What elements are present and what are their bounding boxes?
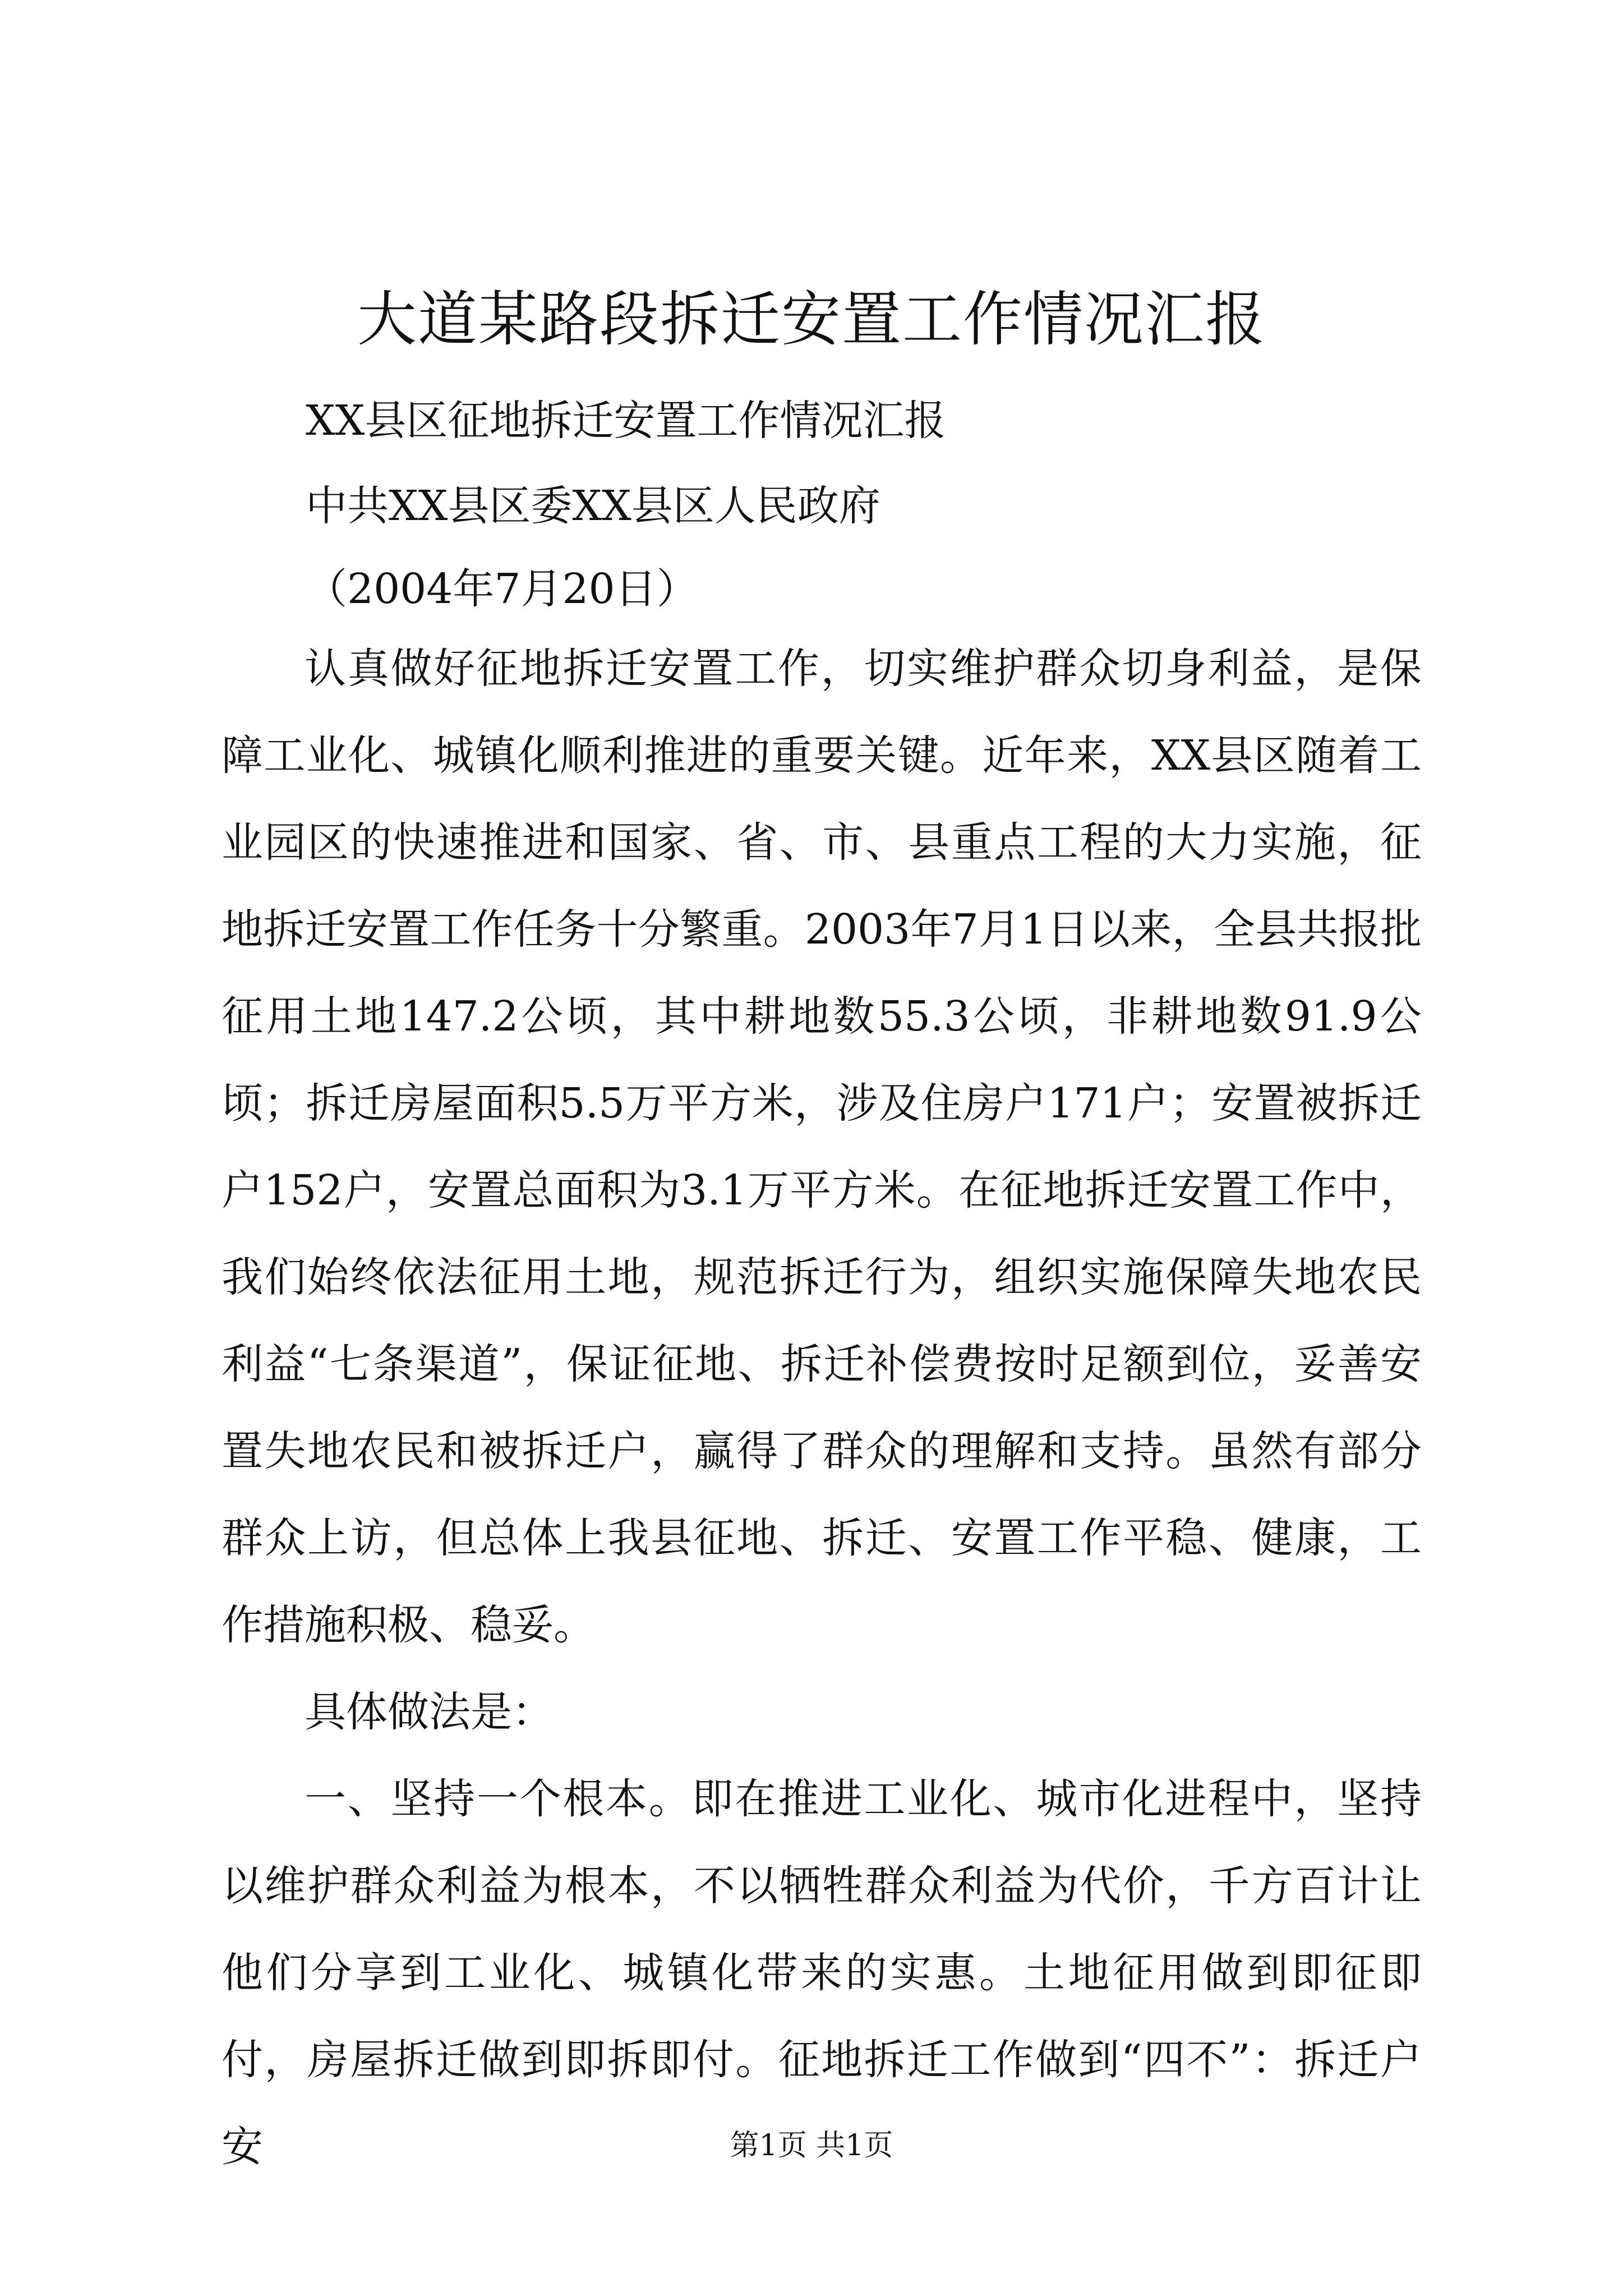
body-paragraph: 一、坚持一个根本。即在推进工业化、城市化进程中，坚持以维护群众利益为根本，不以牺牲群众利益为代价，千方百计让他们分享到工业化、城镇化带来的实惠。土地征用做到即征即付，房屋拆迁做到即拆即付。征地拆迁工作做到“四不”：拆迁户安 <box>222 1775 1422 2171</box>
document-body <box>222 625 1422 2191</box>
document-title: 大道某路段拆迁安置工作情况汇报 <box>357 285 1266 354</box>
body-paragraph: 认真做好征地拆迁安置工作，切实维护群众切身利益，是保障工业化、城镇化顺利推进的重要关键。近年来，XX县区随着工业园区的快速推进和国家、省、市、县重点工程的大力实施，征地拆迁安置工作任务十分繁重。2003年7月1日以来，全县共报批征用土地147.2公顷，其中耕地数55.3公顷，非耕地数91.9公顷；拆迁房屋面积5.5万平方米，涉及住房户171户；安置被拆迁户152户，安置总面积为3.1万平方米。在征地拆迁安置工作中，我们始终依法征用土地，规范拆迁行为，组织实施保障失地农民利益“七条渠道”，保证征地、拆迁补偿费按时足额到位，妥善安置失地农民和被拆迁户，赢得了群众的理解和支持。虽然有部分群众上访，但总体上我县征地、拆迁、安置工作平稳、健康，工作措施积极、稳妥。 <box>222 645 1422 1649</box>
body-paragraph: 具体做法是： <box>305 1688 554 1736</box>
document-subtitle: XX县区征地拆迁安置工作情况汇报 <box>306 397 946 445</box>
document-issuer: 中共XX县区委XX县区人民政府 <box>306 482 880 530</box>
page-footer: 第1页 共1页 <box>730 2129 893 2162</box>
document-date: （2004年7月20日） <box>306 565 698 613</box>
